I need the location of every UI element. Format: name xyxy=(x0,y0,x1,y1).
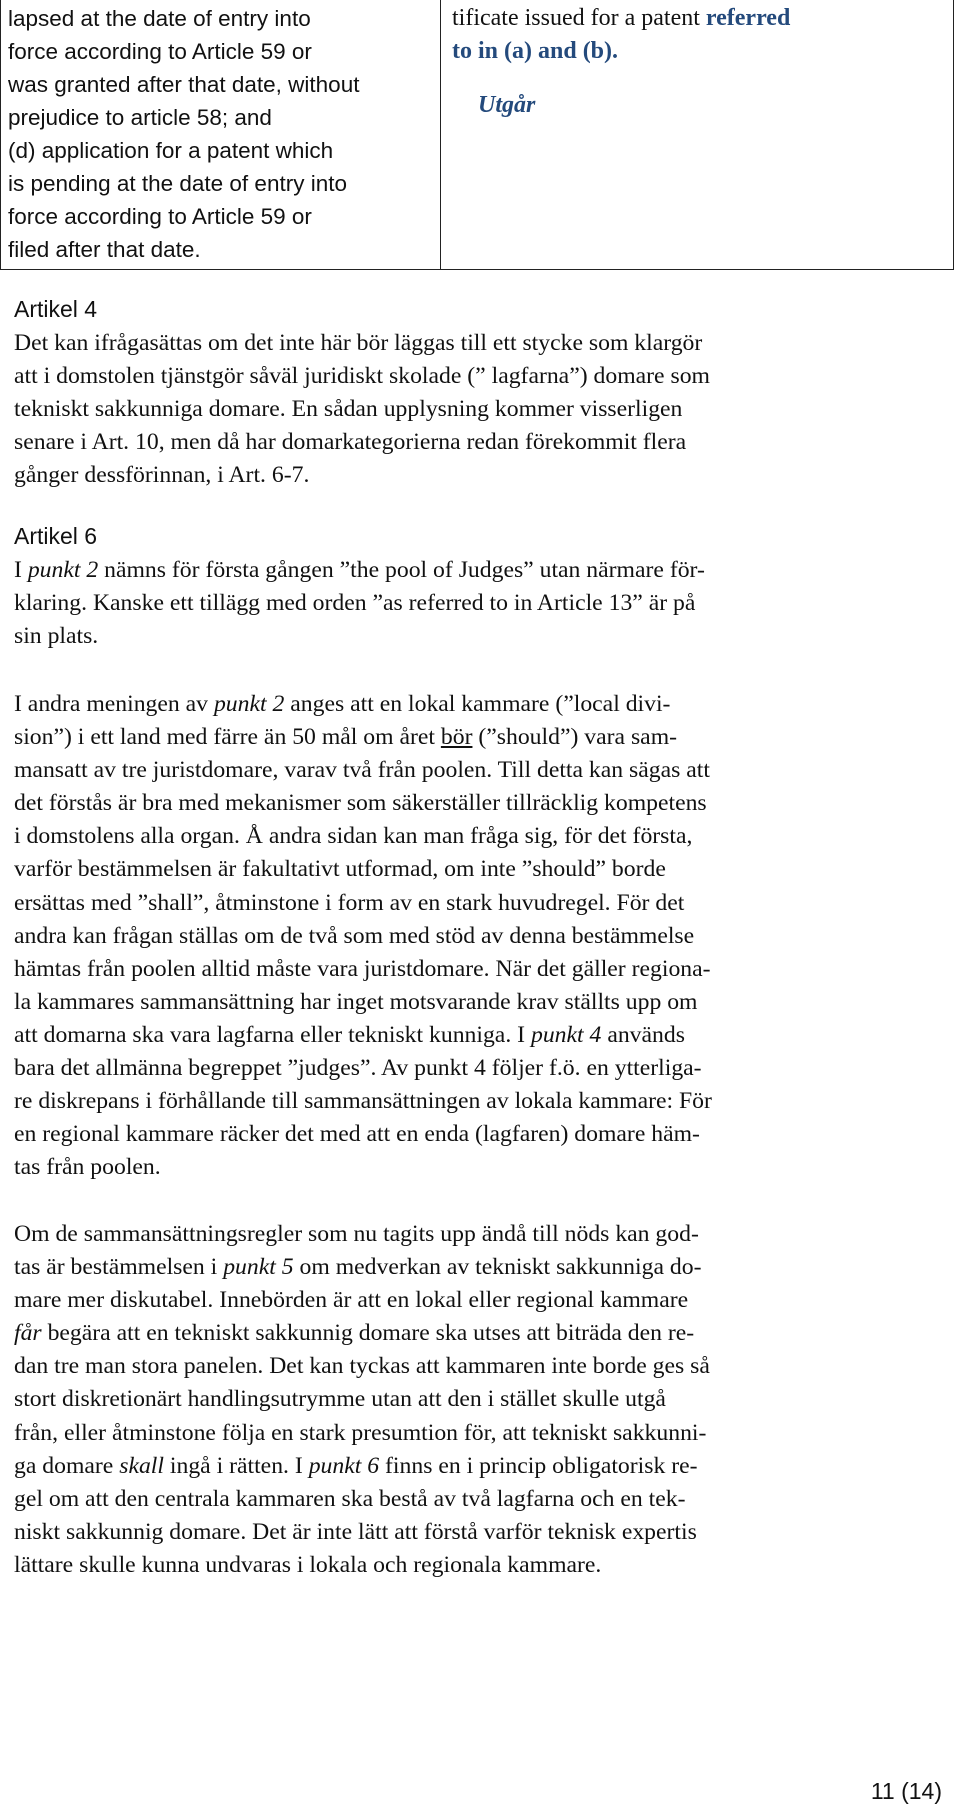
paragraph-line: att i domstolen tjänstgör såväl juridiskt skolade (” lagfarna”) domare som xyxy=(14,363,710,390)
paragraph-line: varför bestämmelsen är fakultativt utformad, om inte ”should” borde xyxy=(14,856,666,883)
artikel-6-paragraph-1 xyxy=(14,554,894,653)
table-right-line xyxy=(452,2,953,35)
paragraph-line: ersättas med ”shall”, åtminstone i form av en stark huvudregel. För det xyxy=(14,889,685,916)
paragraph-line: bara det allmänna begreppet ”judges”. Av punkt 4 följer f.ö. en ytterliga- xyxy=(14,1055,702,1082)
italic-ref: punkt 4 xyxy=(530,1021,602,1048)
text-run: finns en i princip obligatorisk re- xyxy=(379,1452,698,1479)
text-run: tas är bestämmelsen i xyxy=(14,1254,224,1281)
italic-word: skall xyxy=(119,1452,164,1479)
page-number: 11 (14) xyxy=(870,1778,942,1804)
paragraph-line xyxy=(14,1450,894,1483)
paragraph-line: la kammares sammansättning har inget motsvarande krav ställts upp om xyxy=(14,988,698,1015)
table-right-bold: referred xyxy=(705,5,791,31)
paragraph-line: dan tre man stora panelen. Det kan tyckas att kammaren inte borde ges så xyxy=(14,1353,710,1380)
comparison-table xyxy=(0,0,954,270)
paragraph-line: sin plats. xyxy=(14,623,99,650)
artikel-4-paragraph xyxy=(14,327,894,492)
text-run: anges att en lokal kammare (”local divi- xyxy=(284,691,671,717)
text-run: I andra meningen av xyxy=(14,691,214,717)
table-right-bold: to in (a) and (b). xyxy=(452,38,619,64)
paragraph-line: gel om att den centrala kammaren ska bestå av två lagfarna och en tek- xyxy=(14,1485,686,1512)
paragraph-line xyxy=(14,1251,894,1284)
italic-ref: punkt 5 xyxy=(223,1254,294,1281)
artikel-6-paragraph-3 xyxy=(14,1218,894,1582)
paragraph-line: mare mer diskutabel. Innebörden är att en lokal eller regional kammare xyxy=(14,1287,689,1314)
paragraph-line: tas från poolen. xyxy=(14,1154,161,1181)
artikel-4-heading: Artikel 4 xyxy=(14,296,98,322)
paragraph-line: klaring. Kanske ett tillägg med orden ”as referred to in Article 13” är på xyxy=(14,590,696,617)
paragraph-line: re diskrepans i förhållande till sammansättningen av lokala kammare: För xyxy=(14,1088,712,1115)
utgar-label: Utgår xyxy=(478,92,536,118)
italic-ref: punkt 2 xyxy=(27,557,99,583)
text-run: ingå i rätten. I xyxy=(163,1452,309,1479)
table-left-line: force according to Article 59 or xyxy=(8,204,312,229)
table-left-line: prejudice to article 58; and xyxy=(8,105,272,130)
underlined-word: bör xyxy=(440,724,473,751)
paragraph-line: tekniskt sakkunniga domare. En sådan upplysning kommer visserligen xyxy=(14,396,683,423)
paragraph-line xyxy=(14,554,894,587)
text-run: (”should”) vara sam- xyxy=(472,724,678,751)
text-run: begära att en tekniskt sakkunnig domare ska utses att biträda den re- xyxy=(41,1320,695,1347)
paragraph-line xyxy=(14,1019,894,1052)
artikel-6-paragraph-2 xyxy=(14,688,894,1184)
table-left-line: filed after that date. xyxy=(8,237,201,262)
table-right-column xyxy=(441,0,953,269)
paragraph-line: gånger dessförinnan, i Art. 6-7. xyxy=(14,462,310,489)
italic-ref: punkt 2 xyxy=(213,691,285,717)
table-left-line: is pending at the date of entry into xyxy=(8,171,347,196)
table-left-line: was granted after that date, without xyxy=(8,72,360,97)
table-left-line: (d) application for a patent which xyxy=(8,138,334,163)
paragraph-line: det förstås är bra med mekanismer som säkerställer tillräcklig kompetens xyxy=(14,790,707,817)
paragraph-line xyxy=(14,721,894,754)
text-run: om medverkan av tekniskt sakkunniga do- xyxy=(293,1254,702,1281)
text-run: används xyxy=(601,1021,685,1048)
paragraph-line: hämtas från poolen alltid måste vara juristdomare. När det gäller regiona- xyxy=(14,955,711,982)
paragraph-line: lättare skulle kunna undvaras i lokala och regionala kammare. xyxy=(14,1551,602,1578)
text-run: sion”) i ett land med färre än 50 mål om året xyxy=(14,724,441,751)
paragraph-line: från, eller åtminstone följa en stark presumtion för, att tekniskt sakkunni- xyxy=(14,1419,707,1446)
paragraph-line: en regional kammare räcker det med att en enda (lagfaren) domare häm- xyxy=(14,1121,700,1148)
paragraph-line: senare i Art. 10, men då har domarkategorierna redan förekommit flera xyxy=(14,429,687,456)
paragraph-line: stort diskretionärt handlingsutrymme utan att den i stället skulle utgå xyxy=(14,1386,666,1413)
paragraph-line: Om de sammansättningsregler som nu tagits upp ändå till nöds kan god- xyxy=(14,1221,699,1247)
table-right-text: tificate issued for a patent xyxy=(452,5,706,31)
text-run: I xyxy=(14,557,28,583)
paragraph-line: niskt sakkunnig domare. Det är inte lätt att förstå varför teknisk expertis xyxy=(14,1518,697,1545)
paragraph-line: Det kan ifrågasättas om det inte här bör läggas till ett stycke som klargör xyxy=(14,330,703,356)
italic-ref: punkt 6 xyxy=(308,1452,380,1479)
text-run: nämns för första gången ”the pool of Judges” utan närmare för- xyxy=(98,557,705,583)
table-left-line: lapsed at the date of entry into xyxy=(8,6,311,31)
table-left-line: force according to Article 59 or xyxy=(8,39,312,64)
text-run: att domarna ska vara lagfarna eller tekniskt kunniga. I xyxy=(14,1021,531,1048)
text-run: ga domare xyxy=(14,1452,120,1479)
paragraph-line xyxy=(14,688,894,721)
paragraph-line: mansatt av tre juristdomare, varav två från poolen. Till detta kan sägas att xyxy=(14,757,710,784)
italic-word: får xyxy=(14,1320,42,1347)
paragraph-line: andra kan frågan ställas om de två som med stöd av denna bestämmelse xyxy=(14,922,695,949)
artikel-6-heading: Artikel 6 xyxy=(14,523,98,549)
table-left-column xyxy=(1,0,441,269)
table-right-line xyxy=(452,35,953,68)
paragraph-line: i domstolens alla organ. Å andra sidan kan man fråga sig, för det första, xyxy=(14,823,693,850)
paragraph-line xyxy=(14,1317,894,1350)
